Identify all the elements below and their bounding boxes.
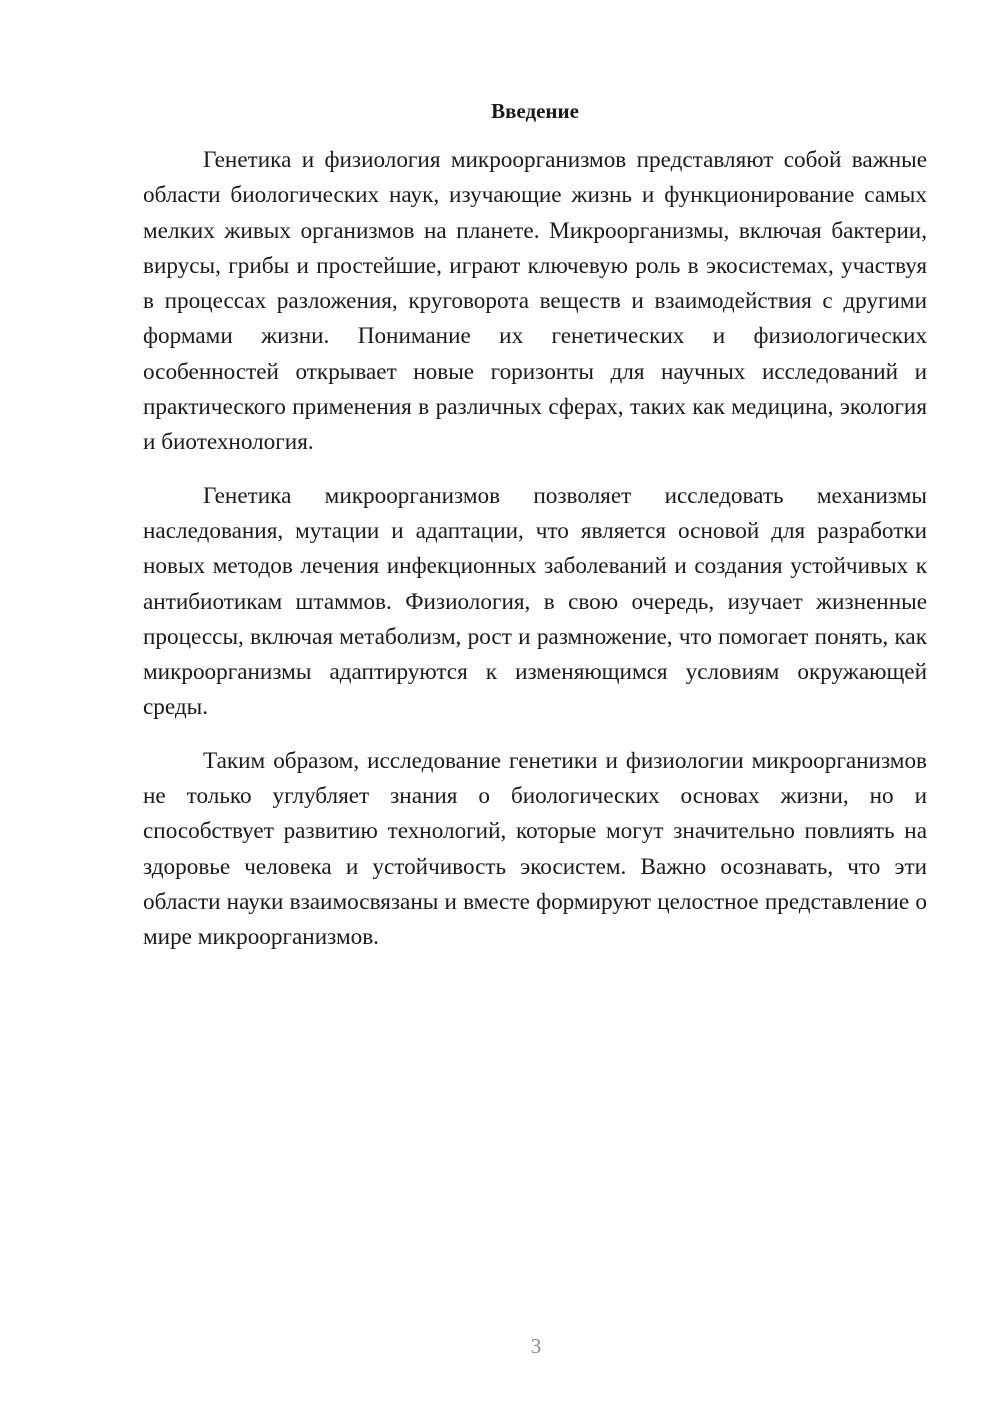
- page-title: Введение: [491, 99, 579, 123]
- page-number: 3: [530, 1334, 542, 1358]
- paragraph-2: Генетика микроорганизмов позволяет исследовать механизмы наследования, мутации и адаптации, что является основой для разработки новых методов лечения инфекционных заболеваний и создания устойчивых к антибиотикам штаммов. Физиология, в свою очередь, изучает жизненные процессы, включая метаболизм, рост и размножение, что помогает понять, как микроорганизмы адаптируются к изменяющимся условиям окружающей среды.: [143, 482, 927, 721]
- paragraph-3: Таким образом, исследование генетики и физиологии микроорганизмов не только углубляет знания о биологических основах жизни, но и способствует развитию технологий, которые могут значительно повлиять на здоровье человека и устойчивость экосистем. Важно осознавать, что эти области науки взаимосвязаны и вместе формируют целостное представление о мире микроорганизмов.: [143, 747, 927, 951]
- body-text: [143, 143, 927, 974]
- paragraph-1: Генетика и физиология микроорганизмов представляют собой важные области биологических наук, изучающие жизнь и функционирование самых мелких живых организмов на планете. Микроорганизмы, включая бактерии, вирусы, грибы и простейшие, играют ключевую роль в экосистемах, участвуя в процессах разложения, круговорота веществ и взаимодействия с другими формами жизни. Понимание их генетических и физиологических особенностей открывает новые горизонты для научных исследований и практического применения в различных сферах, таких как медицина, экология и биотехнология.: [143, 147, 927, 456]
